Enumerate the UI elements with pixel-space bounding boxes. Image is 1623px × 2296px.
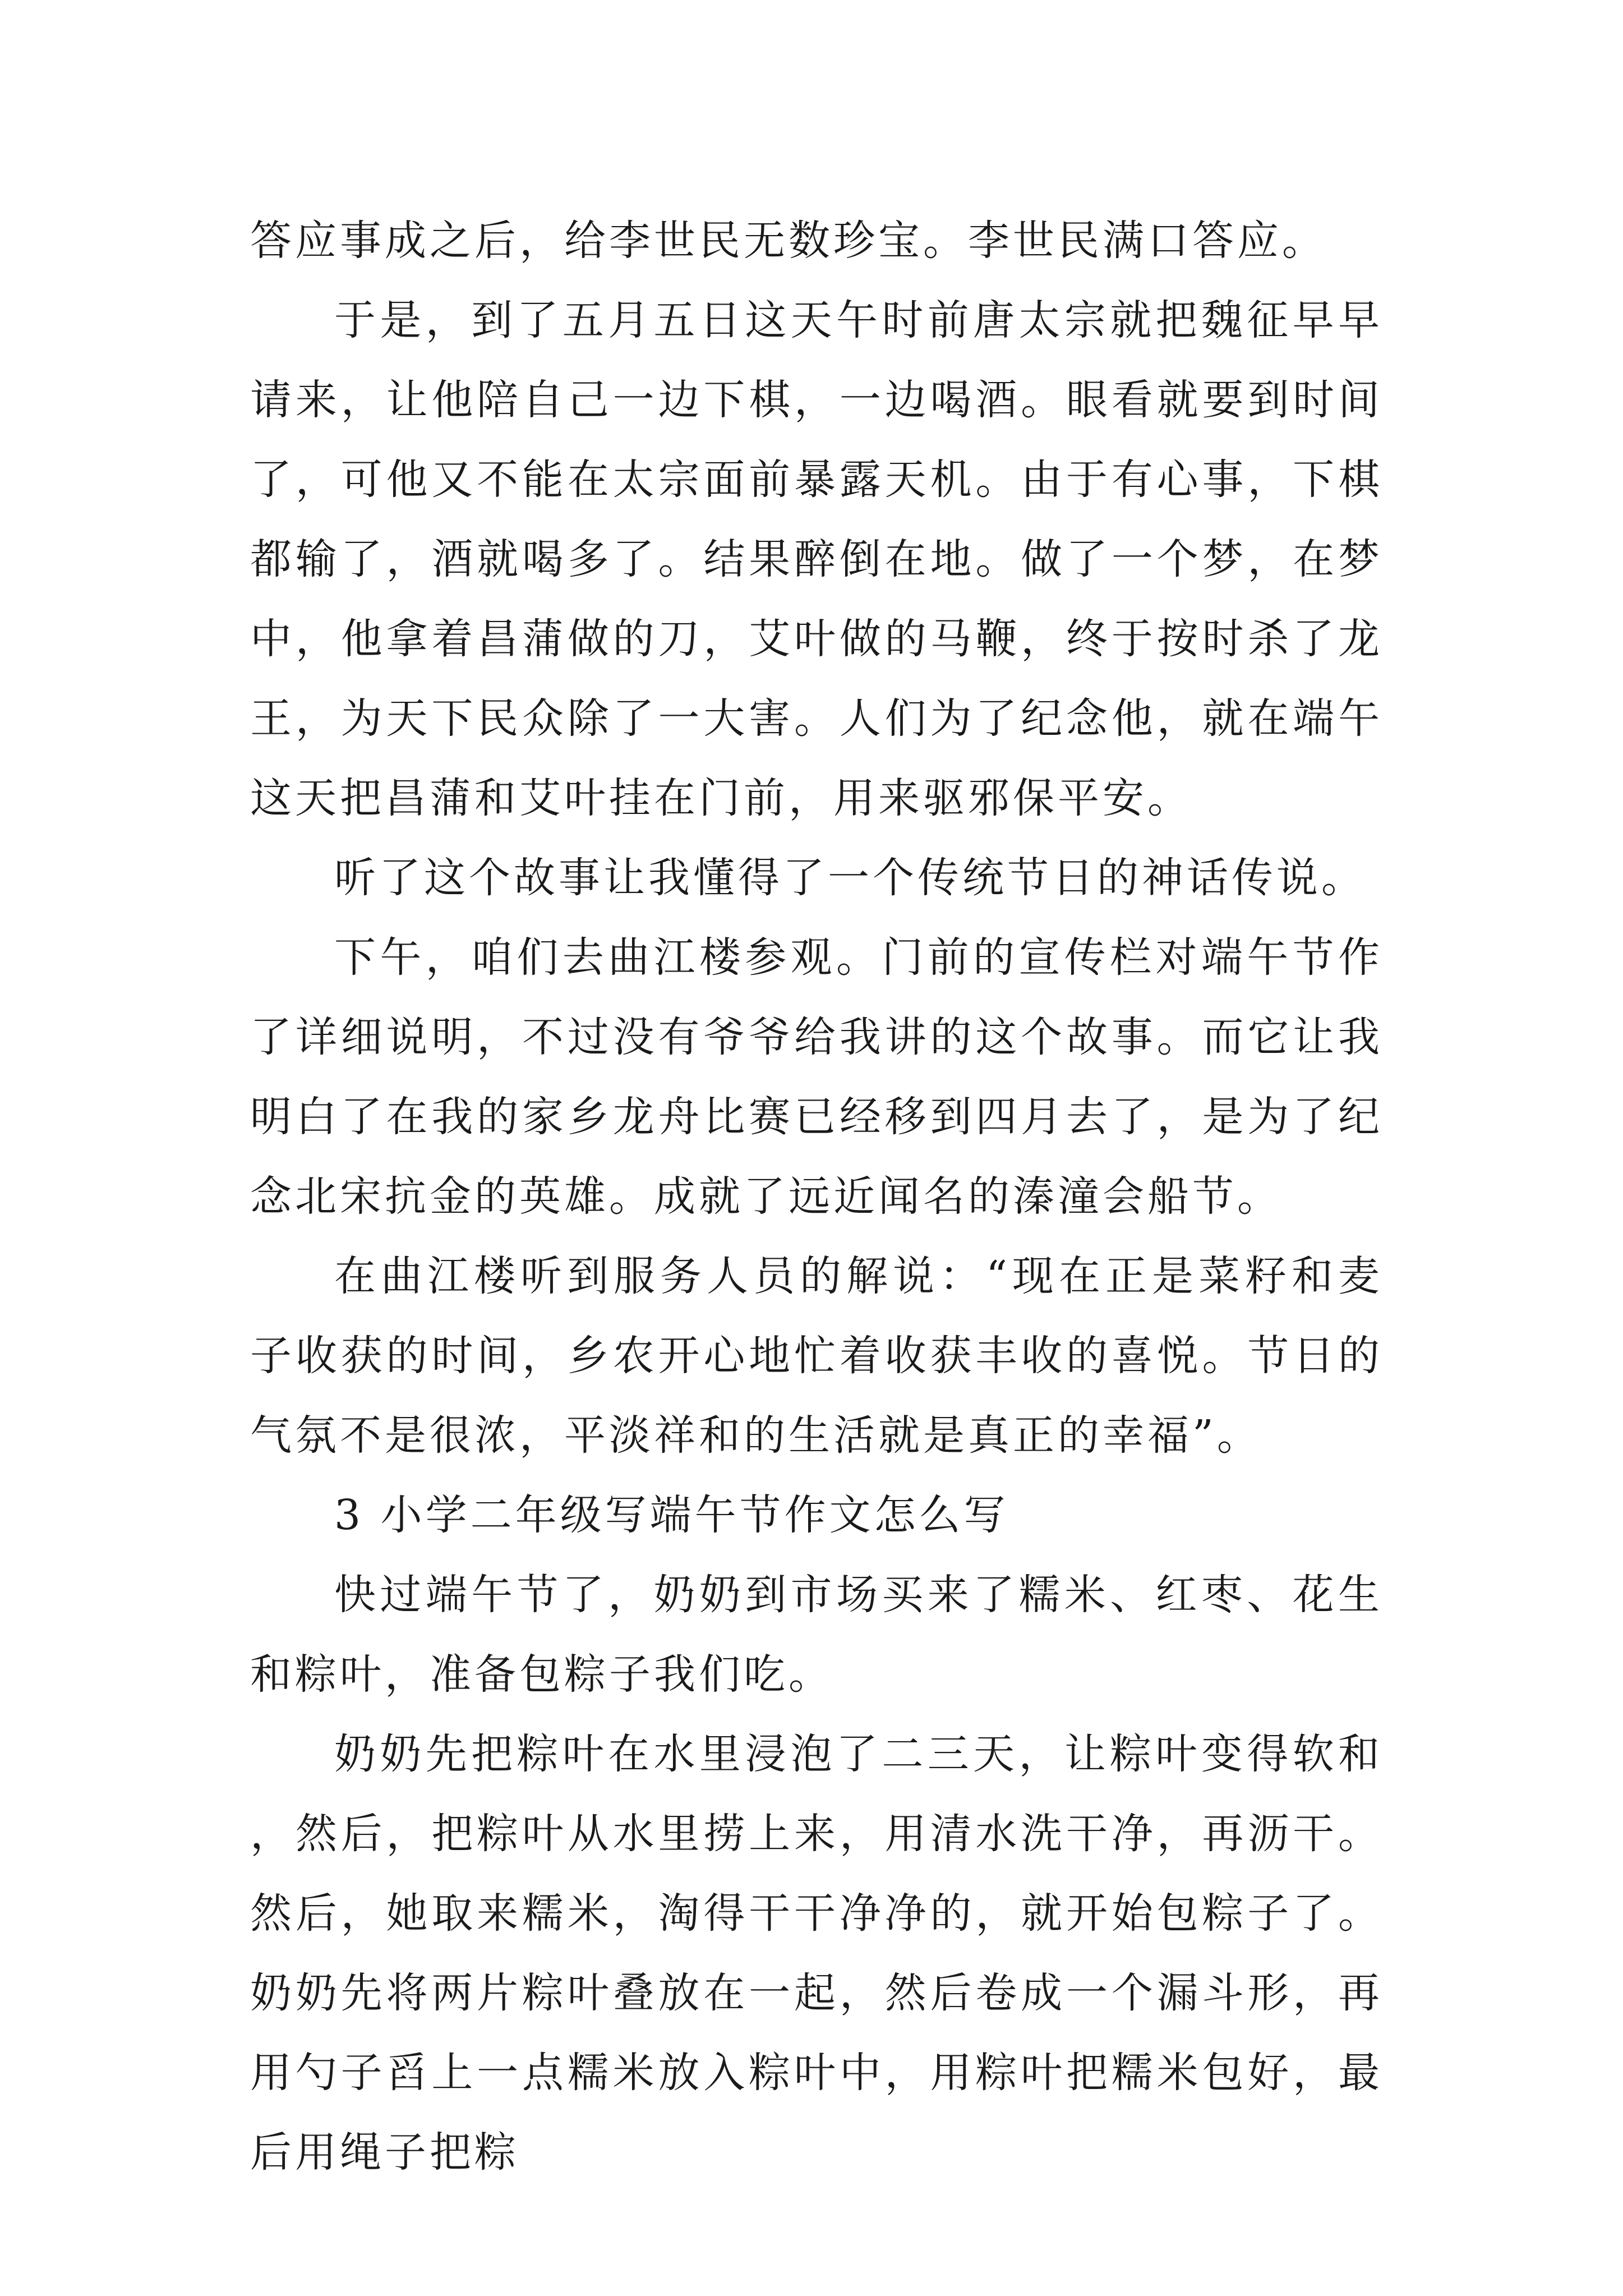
paragraph-qujiang-tower-visit: 下午，咱们去曲江楼参观。门前的宣传栏对端午节作了详细说明，不过没有爷爷给我讲的这个故事。而它让我明白了在我的家乡龙舟比赛已经移到四月去了，是为了纪念北宋抗金的英雄。成就了远近闻名的溱潼会船节。	[250, 933, 1383, 1221]
section-heading: 3 小学二年级写端午节作文怎么写	[334, 1491, 1009, 1539]
document-body	[250, 201, 1383, 2192]
paragraph-story-lesson: 听了这个故事让我懂得了一个传统节日的神话传说。	[334, 854, 1366, 902]
paragraph-grandma-shopping: 快过端午节了，奶奶到市场买来了糯米、红枣、花生和粽叶，准备包粽子我们吃。	[250, 1571, 1383, 1699]
paragraph-staff-explanation: 在曲江楼听到服务人员的解说：“现在正是菜籽和麦子收获的时间，乡农开心地忙着收获丰收的喜悦。节日的气氛不是很浓，平淡祥和的生活就是真正的幸福”。	[250, 1252, 1383, 1460]
paragraph-continuation: 答应事成之后，给李世民无数珍宝。李世民满口答应。	[250, 217, 1327, 265]
paragraph-making-zongzi: 奶奶先把粽叶在水里浸泡了二三天，让粽叶变得软和，然后，把粽叶从水里捞上来，用清水洗干净，再沥干。然后，她取来糯米，淘得干干净净的，就开始包粽子了。奶奶先将两片粽叶叠放在一起，然后卷成一个漏斗形，再用勺子舀上一点糯米放入粽叶中，用粽叶把糯米包好，最后用绳子把粽	[250, 1730, 1383, 2177]
paragraph-tang-taizong-story: 于是，到了五月五日这天午时前唐太宗就把魏征早早请来，让他陪自己一边下棋，一边喝酒。眼看就要到时间了，可他又不能在太宗面前暴露天机。由于有心事，下棋都输了，酒就喝多了。结果醉倒在地。做了一个梦，在梦中，他拿着昌蒲做的刀，艾叶做的马鞭，终于按时杀了龙王，为天下民众除了一大害。人们为了纪念他，就在端午这天把昌蒲和艾叶挂在门前，用来驱邪保平安。	[250, 296, 1383, 822]
